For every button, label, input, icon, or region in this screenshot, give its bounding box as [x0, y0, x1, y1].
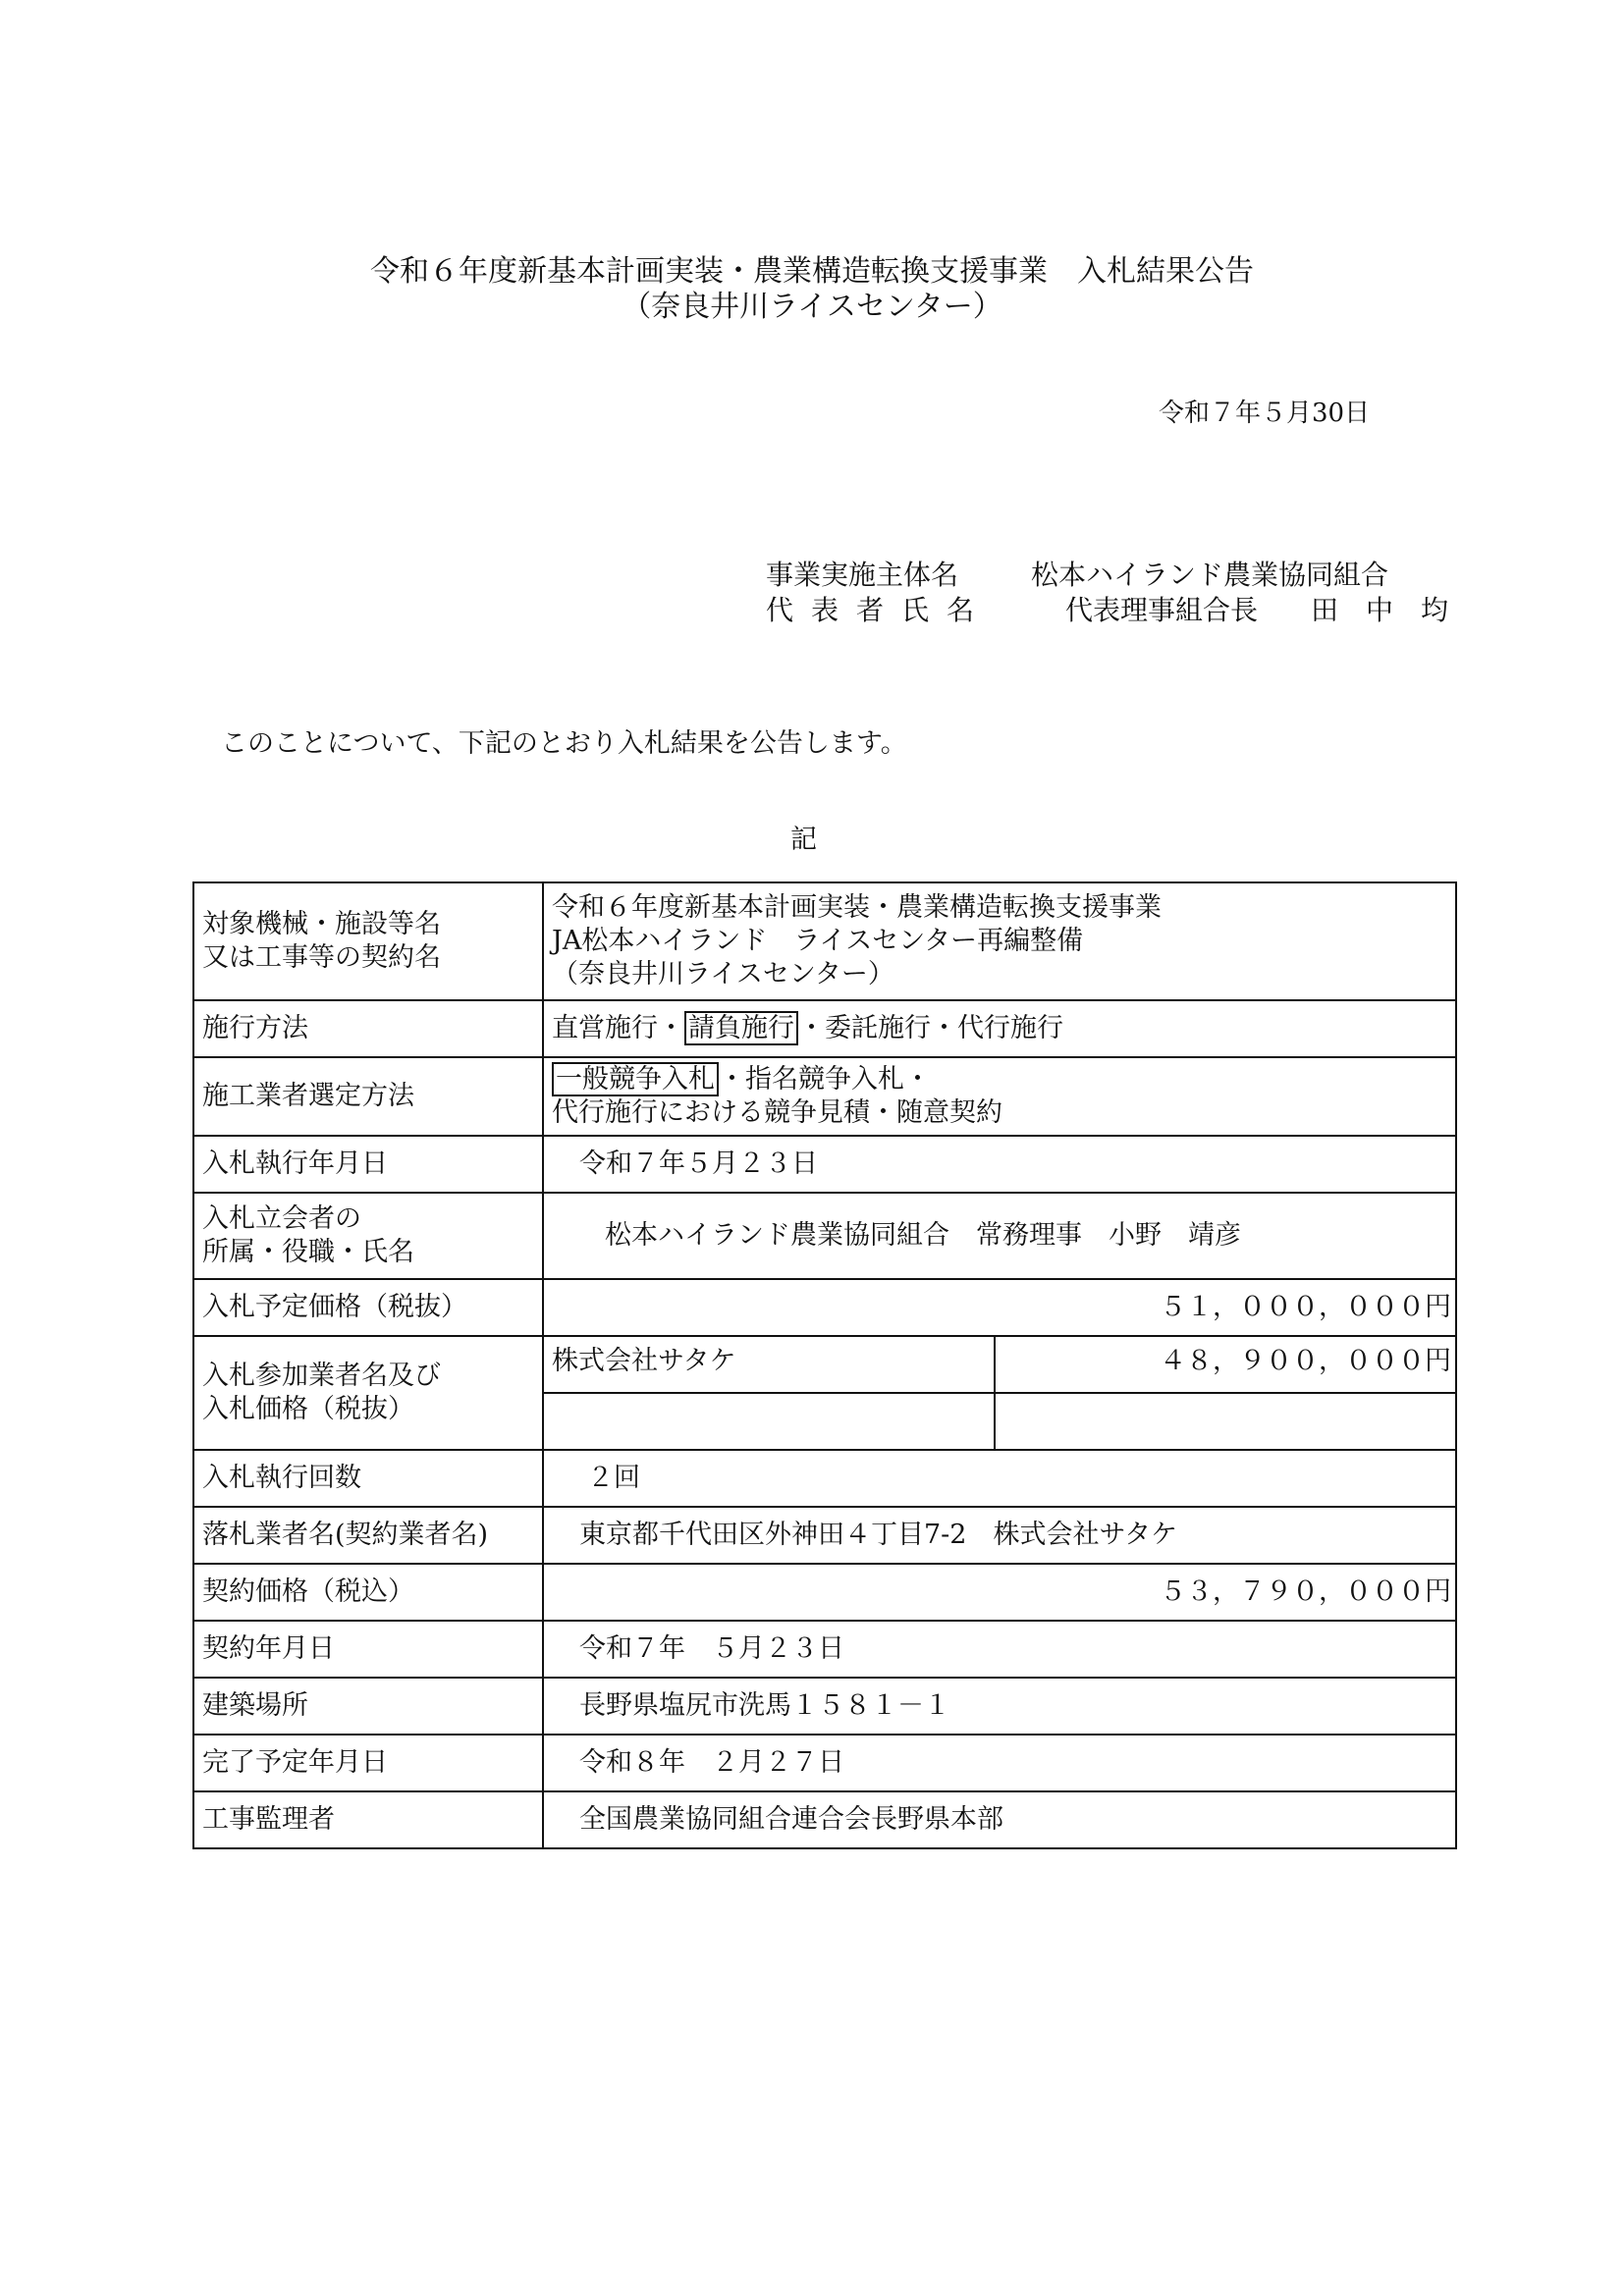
method-value: [543, 1000, 1456, 1057]
selection-opt-selected: 一般競争入札: [552, 1062, 719, 1096]
participant-name: [543, 1393, 995, 1450]
participants-label-line1: 入札参加業者名及び: [202, 1361, 441, 1391]
document-subtitle: （奈良井川ライスセンター）: [622, 290, 1002, 324]
row-winner: [193, 1507, 1456, 1564]
participant-price: [995, 1393, 1456, 1450]
contract-date-value: 令和７年 ５月２３日: [543, 1621, 1456, 1678]
location-value: 長野県塩尻市洗馬１５８１－１: [543, 1678, 1456, 1735]
row-bid-date: [193, 1136, 1456, 1193]
rep-name: 田中均: [1311, 594, 1477, 626]
row-contract-date: [193, 1621, 1456, 1678]
document-title: 令和６年度新基本計画実装・農業構造転換支援事業 入札結果公告: [370, 254, 1254, 289]
planned-price-label: 入札予定価格（税抜）: [193, 1279, 543, 1336]
selection-label: 施工業者選定方法: [193, 1057, 543, 1136]
participant-price: ４８，９００，０００円: [995, 1336, 1456, 1393]
contract-date-label: 契約年月日: [193, 1621, 543, 1678]
location-label: 建築場所: [193, 1678, 543, 1735]
supervisor-value: 全国農業協同組合連合会長野県本部: [543, 1791, 1456, 1848]
rep-title: 代表理事組合長: [1065, 594, 1259, 626]
bid-date-label: 入札執行年月日: [193, 1136, 543, 1193]
method-opt-direct: 直営施行・: [552, 1013, 684, 1043]
method-opt-selected: 請負施行: [684, 1011, 798, 1045]
target-label-line1: 対象機械・施設等名: [202, 909, 441, 939]
row-contract-price: [193, 1564, 1456, 1621]
selection-value: [543, 1057, 1456, 1136]
participant-name: 株式会社サタケ: [543, 1336, 995, 1393]
supervisor-label: 工事監理者: [193, 1791, 543, 1848]
target-label-line2: 又は工事等の契約名: [202, 942, 441, 973]
completion-label: 完了予定年月日: [193, 1735, 543, 1791]
result-table: [192, 881, 1457, 1849]
row-selection: [193, 1057, 1456, 1136]
witness-label-line2: 所属・役職・氏名: [202, 1237, 414, 1267]
method-label: 施行方法: [193, 1000, 543, 1057]
row-location: [193, 1678, 1456, 1735]
row-planned-price: [193, 1279, 1456, 1336]
rep-label: 代表者氏名: [766, 594, 993, 626]
method-opt-others: ・委託施行・代行施行: [798, 1013, 1063, 1043]
winner-label: 落札業者名(契約業者名): [193, 1507, 543, 1564]
completion-value: 令和８年 ２月２７日: [543, 1735, 1456, 1791]
intro-text: このことについて、下記のとおり入札結果を公告します。: [221, 728, 907, 759]
bid-date-value: 令和７年５月２３日: [543, 1136, 1456, 1193]
winner-value: 東京都千代田区外神田４丁目7-2 株式会社サタケ: [543, 1507, 1456, 1564]
participants-label-line2: 入札価格（税抜）: [202, 1394, 414, 1424]
selection-opt-nominated: ・指名競争入札・: [719, 1064, 931, 1095]
planned-price-value: ５１，０００，０００円: [543, 1279, 1456, 1336]
target-value-line1: 令和６年度新基本計画実装・農業構造転換支援事業: [552, 892, 1162, 923]
row-participant-1: [193, 1336, 1456, 1393]
witness-label-line1: 入札立会者の: [202, 1203, 361, 1234]
row-supervisor: [193, 1791, 1456, 1848]
row-completion: [193, 1735, 1456, 1791]
row-target: [193, 882, 1456, 1000]
entity-value: 松本ハイランド農業協同組合: [1031, 559, 1389, 591]
target-value-line3: （奈良井川ライスセンター）: [552, 959, 894, 989]
contract-price-value: ５３，７９０，０００円: [543, 1564, 1456, 1621]
row-bid-count: [193, 1450, 1456, 1507]
target-value-line2: JA松本ハイランド ライスセンター再編整備: [552, 926, 1084, 956]
selection-opt-line2: 代行施行における競争見積・随意契約: [552, 1097, 1002, 1128]
row-method: [193, 1000, 1456, 1057]
witness-value: 松本ハイランド農業協同組合 常務理事 小野 靖彦: [543, 1193, 1456, 1279]
witness-label: [193, 1193, 543, 1279]
target-value: [543, 882, 1456, 1000]
entity-label: 事業実施主体名: [766, 559, 959, 591]
target-label: [193, 882, 543, 1000]
bid-count-value: ２回: [543, 1450, 1456, 1507]
row-witness: [193, 1193, 1456, 1279]
bid-count-label: 入札執行回数: [193, 1450, 543, 1507]
contract-price-label: 契約価格（税込）: [193, 1564, 543, 1621]
participants-label: [193, 1336, 543, 1450]
issue-date: 令和７年５月30日: [1159, 399, 1371, 428]
ki-heading: 記: [790, 825, 817, 855]
